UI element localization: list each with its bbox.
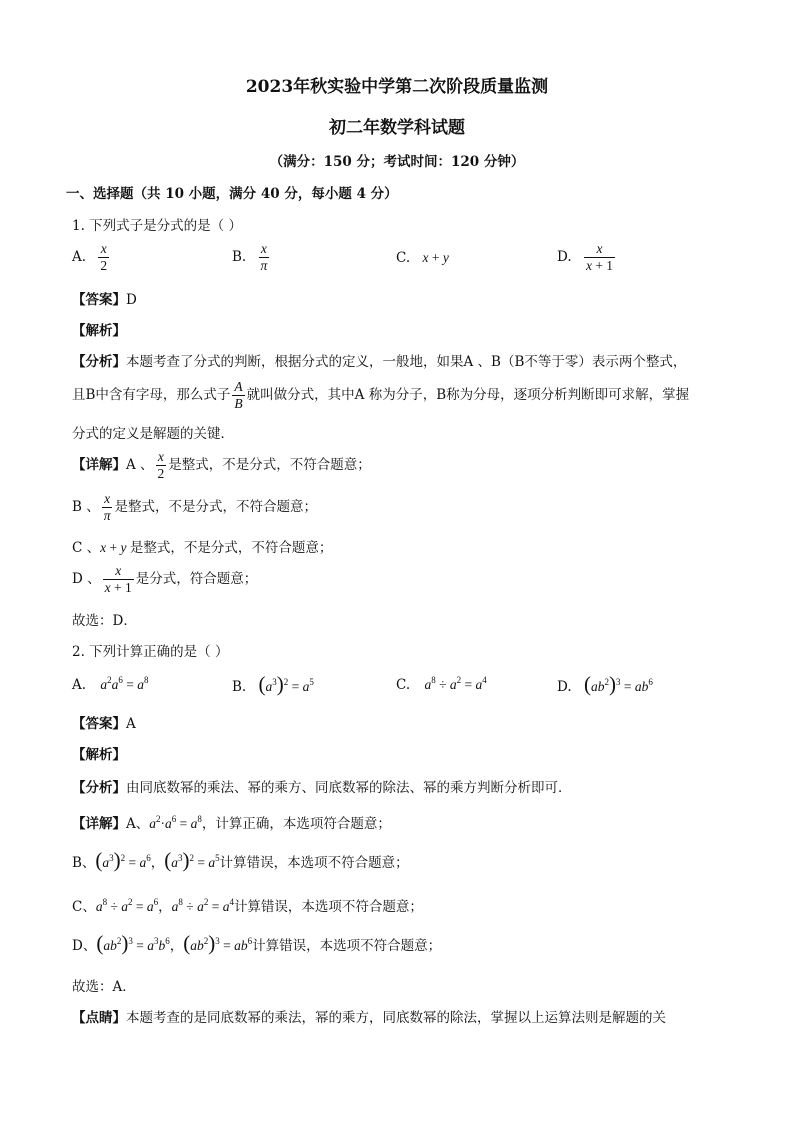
detail-prefix: A、	[126, 816, 150, 832]
q1-answer	[72, 288, 137, 308]
detail-text: 是整式，不是分式，不符合题意；	[168, 457, 371, 474]
question-2-stem: 2. 下列计算正确的是（ ）	[72, 644, 229, 660]
expr-a3-squared-a6: $(a^3)^2 = a^6$，$(a^3)^2 = a^5$	[95, 848, 220, 872]
fenxi-tag: 【分析】	[72, 354, 126, 370]
xiangjie-tag: 【详解】	[72, 816, 126, 832]
expr-a3-squared: $(a^3)^2 = a^5$	[258, 672, 314, 696]
q2-option-b	[232, 674, 314, 695]
q2-analysis-tag: 【解析】	[72, 747, 126, 763]
q2-option-c	[396, 677, 487, 693]
xiangjie-tag: 【详解】	[72, 457, 126, 474]
answer-tag: 【答案】	[72, 716, 126, 732]
dianjing-text: 本题考查的是同底数幂的乘法，幂的乘方，同底数幂的除法，掌握以上运算法则是解题的关	[126, 1010, 666, 1026]
q1-detail-d	[72, 564, 257, 595]
q2-choice: 故选：A．	[72, 979, 136, 995]
expr-a2-a6: $a^2a^6 = a^8$	[100, 675, 149, 692]
section-heading: 一、选择题（共 10 小题，满分 40 分，每小题 4 分）	[66, 186, 398, 202]
fraction-x-over-x-plus-1: $\frac{x}{x + 1}$	[104, 563, 132, 596]
detail-text: 计算错误，本选项不符合题意；	[252, 938, 442, 954]
q2-dianjing	[72, 1006, 666, 1026]
fraction-a-over-b: $\frac{A}{B}$	[234, 379, 243, 412]
exam-meta: （满分：150 分；考试时间：120 分钟）	[269, 154, 525, 170]
dianjing-tag: 【点睛】	[72, 1010, 126, 1026]
fenxi-text: 且B中含有字母，那么式子	[72, 387, 231, 404]
expr-a8-div-a2: $a^8 \div a^2 = a^4$	[424, 675, 487, 692]
expr-a2-a6: $a^2\cdot a^6 = a^8$	[149, 814, 202, 831]
answer-value: A	[126, 716, 136, 732]
detail-text: 是分式，符合题意；	[135, 571, 258, 588]
q2-fenxi	[72, 776, 572, 796]
q1-choice: 故选：D．	[72, 613, 137, 629]
q2-detail-b	[72, 850, 409, 871]
fraction-x-over-pi: $\frac{x}{\pi}$	[260, 241, 268, 274]
fraction-x-over-pi: $\frac{x}{\pi}$	[103, 491, 111, 524]
option-label: A.	[72, 677, 87, 693]
fenxi-text: 本题考查了分式的判断，根据分式的定义，一般地，如果A 、B（B不等于零）表示两个整式，	[126, 354, 687, 370]
option-label: C.	[396, 250, 411, 266]
q2-detail-c	[72, 895, 423, 915]
detail-text: 是整式，不是分式，不符合题意；	[114, 499, 317, 516]
exam-subtitle: 初二年数学科试题	[329, 118, 465, 138]
q1-option-d	[557, 242, 617, 273]
option-label: A.	[72, 249, 87, 266]
q2-option-d	[557, 674, 653, 695]
q2-detail-a	[72, 812, 391, 832]
q2-answer	[72, 712, 136, 732]
option-label: C.	[396, 677, 411, 693]
detail-prefix: D 、	[72, 571, 101, 588]
detail-text: 是整式，不是分式，不符合题意；	[129, 540, 333, 556]
detail-prefix: C、	[72, 899, 96, 915]
fraction-x-over-2: $\frac{x}{2}$	[157, 449, 165, 482]
fraction-x-over-x-plus-1: $\frac{x}{x + 1}$	[585, 241, 614, 274]
option-label: D.	[557, 249, 572, 266]
fenxi-text: 由同底数幂的乘法、幂的乘方、同底数幂的除法、幂的乘方判断分析即可．	[126, 780, 572, 796]
detail-prefix: B、	[72, 855, 96, 871]
q1-fenxi-line3: 分式的定义是解题的关键．	[72, 426, 234, 442]
answer-tag: 【答案】	[72, 292, 126, 308]
exam-title: 2023年秋实验中学第二次阶段质量监测	[245, 77, 549, 97]
option-label: B.	[232, 679, 247, 695]
q1-fenxi-line1	[72, 350, 686, 370]
q1-detail-a	[72, 450, 371, 481]
q1-detail-c	[72, 536, 332, 556]
expr-a8-div-a2: $a^8 \div a^2 = a^6$，$a^8 \div a^2 = a^4$	[95, 897, 234, 914]
q2-option-a	[72, 677, 148, 693]
expr-ab2-cubed: $(ab^2)^3 = ab^6$	[583, 672, 653, 696]
expr-x-plus-y: x + y	[422, 250, 449, 265]
fenxi-text: 就叫做分式，其中A 称为分子，B称为分母，逐项分析判断即可求解，掌握	[246, 387, 690, 404]
q1-option-b	[232, 242, 271, 273]
q1-fenxi-line2	[72, 380, 689, 411]
expr-ab2-cubed: $(ab^2)^3 = a^3b^6$，$(ab^2)^3 = ab^6$	[96, 931, 253, 955]
option-label: D.	[557, 679, 572, 695]
detail-prefix: A 、	[126, 457, 154, 474]
answer-value: D	[126, 292, 137, 308]
q2-detail-d	[72, 933, 441, 954]
q1-option-c	[396, 250, 449, 266]
q1-option-a	[72, 242, 111, 273]
fraction-x-over-2: $\frac{x}{2}$	[100, 241, 108, 274]
expr-x-plus-y: x + y	[100, 540, 130, 555]
q1-analysis-tag: 【解析】	[72, 323, 126, 339]
detail-prefix: D、	[72, 938, 97, 954]
fenxi-tag: 【分析】	[72, 780, 126, 796]
detail-prefix: C 、	[72, 540, 101, 556]
detail-text: ，计算正确，本选项符合题意；	[201, 816, 391, 832]
question-1-stem: 1. 下列式子是分式的是（ ）	[72, 218, 242, 234]
detail-text: 计算错误，本选项不符合题意；	[233, 899, 423, 915]
detail-text: 计算错误，本选项不符合题意；	[219, 855, 409, 871]
detail-prefix: B 、	[72, 499, 100, 516]
q1-detail-b	[72, 492, 317, 523]
option-label: B.	[232, 249, 247, 266]
